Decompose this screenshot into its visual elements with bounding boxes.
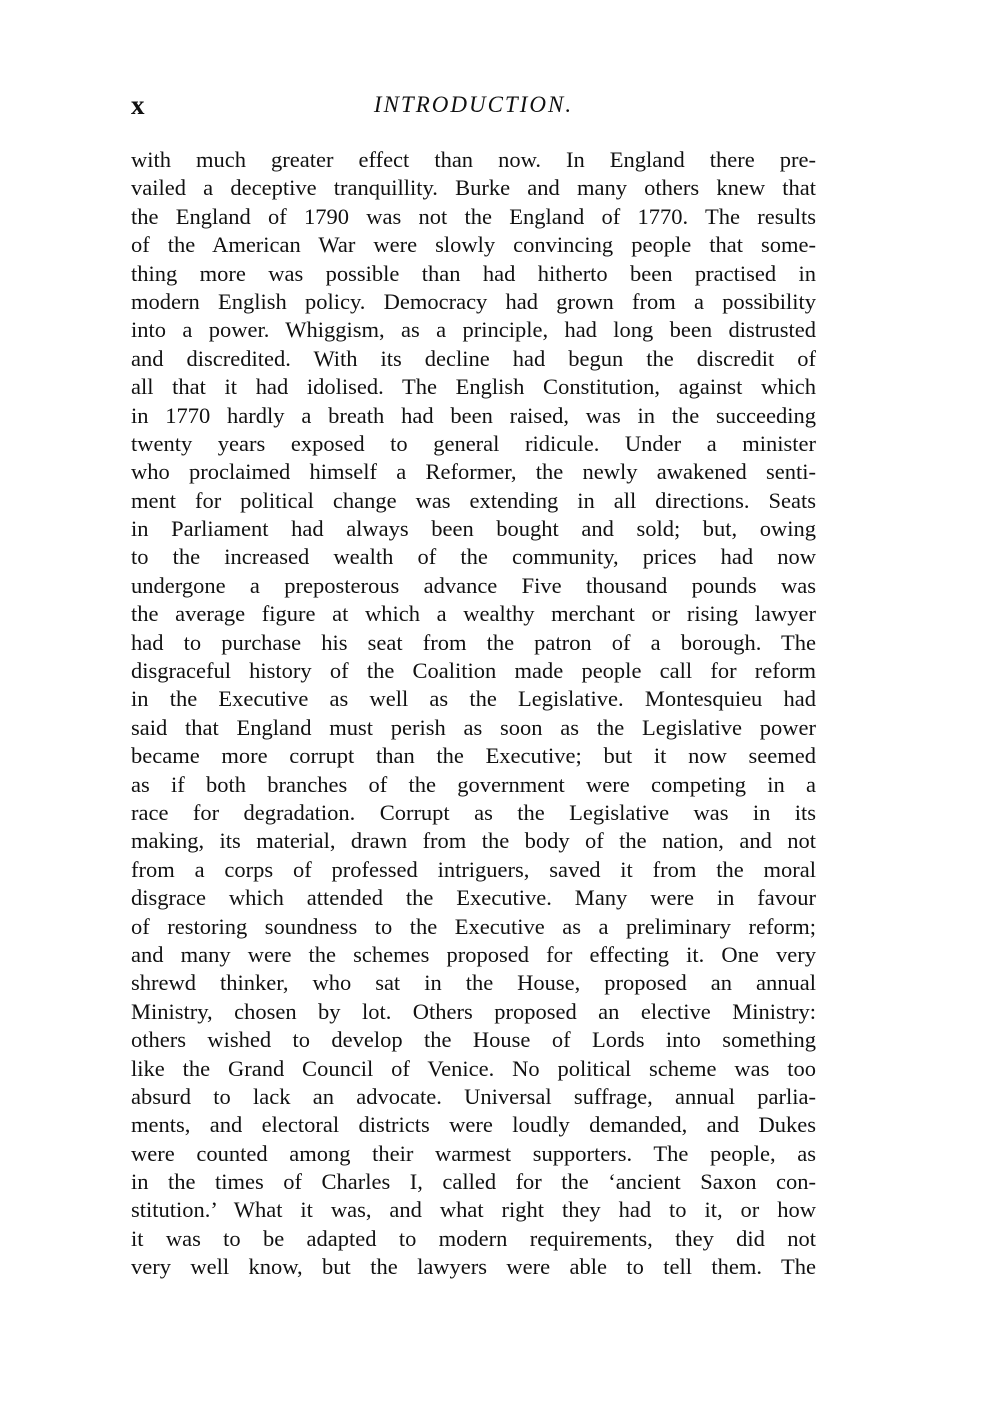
text-line: disgraceful history of the Coalition made people call for reform	[131, 658, 816, 684]
text-line: ments, and electoral districts were loudly demanded, and Dukes	[131, 1112, 816, 1138]
text-line: of restoring soundness to the Executive as a preliminary reform;	[131, 913, 816, 939]
running-head	[131, 88, 816, 122]
text-line: to the increased wealth of the community, prices had now	[131, 544, 816, 570]
text-line: of the American War were slowly convincing people that some-	[131, 232, 816, 258]
text-line: like the Grand Council of Venice. No political scheme was too	[131, 1055, 816, 1081]
text-line: in the times of Charles I, called for the ‘ancient Saxon con-	[131, 1169, 816, 1195]
text-line: stitution.’ What it was, and what right they had to it, or how	[131, 1197, 816, 1223]
text-line: had to purchase his seat from the patron of a borough. The	[131, 629, 816, 655]
text-line: it was to be adapted to modern requirements, they did not	[131, 1225, 816, 1251]
text-line: and discredited. With its decline had begun the discredit of	[131, 345, 816, 371]
chapter-title: INTRODUCTION.	[373, 92, 574, 117]
page-number: x	[131, 90, 145, 120]
text-line: with much greater effect than now. In England there pre-	[131, 147, 816, 172]
text-line: ment for political change was extending in all directions. Seats	[131, 487, 816, 513]
text-line: in 1770 hardly a breath had been raised, was in the succeeding	[131, 402, 816, 428]
text-line: who proclaimed himself a Reformer, the newly awakened senti-	[131, 459, 816, 485]
text-line: modern English policy. Democracy had grown from a possibility	[131, 288, 816, 314]
text-line: Ministry, chosen by lot. Others proposed an elective Ministry:	[131, 998, 816, 1024]
text-line: vailed a deceptive tranquillity. Burke and many others knew that	[131, 175, 816, 201]
text-line: from a corps of professed intriguers, saved it from the moral	[131, 856, 816, 882]
text-line: undergone a preposterous advance Five thousand pounds was	[131, 572, 816, 598]
text-line: were counted among their warmest supporters. The people, as	[131, 1140, 816, 1166]
text-line: the England of 1790 was not the England of 1770. The results	[131, 203, 816, 229]
text-line: the average figure at which a wealthy merchant or rising lawyer	[131, 601, 816, 627]
text-line: disgrace which attended the Executive. Many were in favour	[131, 885, 816, 911]
text-line: making, its material, drawn from the body of the nation, and not	[131, 828, 816, 854]
text-line: shrewd thinker, who sat in the House, proposed an annual	[131, 970, 816, 996]
text-line: in Parliament had always been bought and sold; but, owing	[131, 516, 816, 542]
text-line: in the Executive as well as the Legislative. Montesquieu had	[131, 686, 816, 712]
text-line: into a power. Whiggism, as a principle, had long been distrusted	[131, 317, 816, 343]
text-line: all that it had idolised. The English Constitution, against which	[131, 374, 816, 400]
text-line: became more corrupt than the Executive; but it now seemed	[131, 743, 816, 769]
text-line: thing more was possible than had hitherto been practised in	[131, 260, 816, 286]
text-line: as if both branches of the government were competing in a	[131, 771, 816, 797]
text-line: and many were the schemes proposed for effecting it. One very	[131, 941, 816, 967]
text-line: very well know, but the lawyers were able to tell them. The	[131, 1254, 816, 1280]
text-line: absurd to lack an advocate. Universal suffrage, annual parlia-	[131, 1083, 816, 1109]
text-line: race for degradation. Corrupt as the Legislative was in its	[131, 799, 816, 825]
text-line: others wished to develop the House of Lords into something	[131, 1027, 816, 1053]
body-text	[131, 146, 816, 1282]
text-line: said that England must perish as soon as the Legislative power	[131, 714, 816, 740]
text-line: twenty years exposed to general ridicule. Under a minister	[131, 430, 816, 456]
